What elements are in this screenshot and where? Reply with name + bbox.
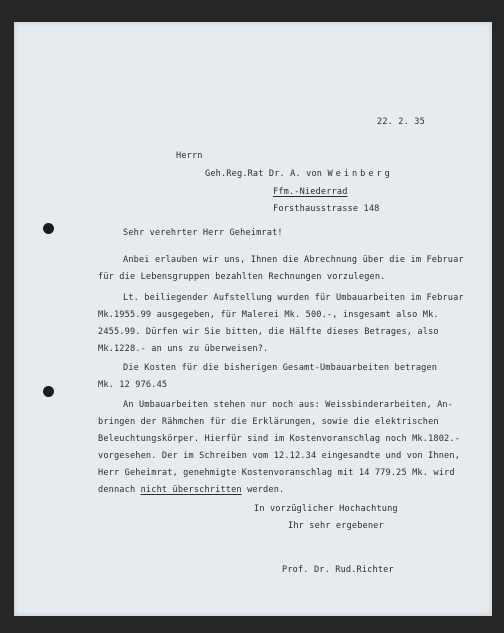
body-line: Beleuchtungskörper. Hierfür sind im Kostenvoranschlag noch Mk.1802.- xyxy=(98,434,461,444)
last-line-before: dennach xyxy=(98,485,141,495)
body-line: bringen der Rähmchen für die Erklärungen, sowie die elektrischen xyxy=(98,417,439,427)
recipient-salutation: Herrn xyxy=(176,151,203,161)
greeting: Sehr verehrter Herr Geheimrat! xyxy=(123,228,283,238)
punch-hole-bottom xyxy=(43,386,54,397)
recipient-city: Ffm.-Niederrad xyxy=(273,187,348,197)
recipient-name xyxy=(205,170,393,179)
body-line: für die Lebensgruppen bezahlten Rechnungen vorzulegen. xyxy=(98,272,386,282)
signature: Prof. Dr. Rud.Richter xyxy=(282,565,394,575)
recipient-surname: Weinberg xyxy=(327,169,393,179)
recipient-name-prefix: Geh.Reg.Rat Dr. A. von xyxy=(205,169,323,179)
body-line: Lt. beiliegender Aufstellung wurden für Umbauarbeiten im Februar xyxy=(123,293,464,303)
body-line: Anbei erlauben wir uns, Ihnen die Abrechnung über die im Februar xyxy=(123,255,464,265)
closing-line: Ihr sehr ergebener xyxy=(288,521,384,531)
recipient-street: Forsthausstrasse 148 xyxy=(273,204,380,214)
body-line: An Umbauarbeiten stehen nur noch aus: Weissbinderarbeiten, An- xyxy=(123,400,454,410)
letter-date: 22. 2. 35 xyxy=(377,117,425,127)
last-line-after: werden. xyxy=(241,485,285,495)
body-last-line xyxy=(98,486,284,495)
underlined-phrase: nicht überschritten xyxy=(140,485,242,495)
body-line: Mk.1228.- an uns zu überweisen?. xyxy=(98,344,269,354)
body-line: Mk. 12 976.45 xyxy=(98,380,168,390)
body-line: Mk.1955.99 ausgegeben, für Malerei Mk. 500.-, insgesamt also Mk. xyxy=(98,310,439,320)
body-line: Die Kosten für die bisherigen Gesamt-Umbauarbeiten betragen xyxy=(123,363,438,373)
body-line: 2455.99. Dürfen wir Sie bitten, die Hälfte dieses Betrages, also xyxy=(98,327,439,337)
punch-hole-top xyxy=(43,223,54,234)
closing-line: In vorzüglicher Hochachtung xyxy=(254,504,398,514)
body-line: vorgesehen. Der im Schreiben vom 12.12.34 eingesandte und von Ihnen, xyxy=(98,451,461,461)
body-line: Herr Geheimrat, genehmigte Kostenvoranschlag mit 14 779.25 Mk. wird xyxy=(98,468,455,478)
